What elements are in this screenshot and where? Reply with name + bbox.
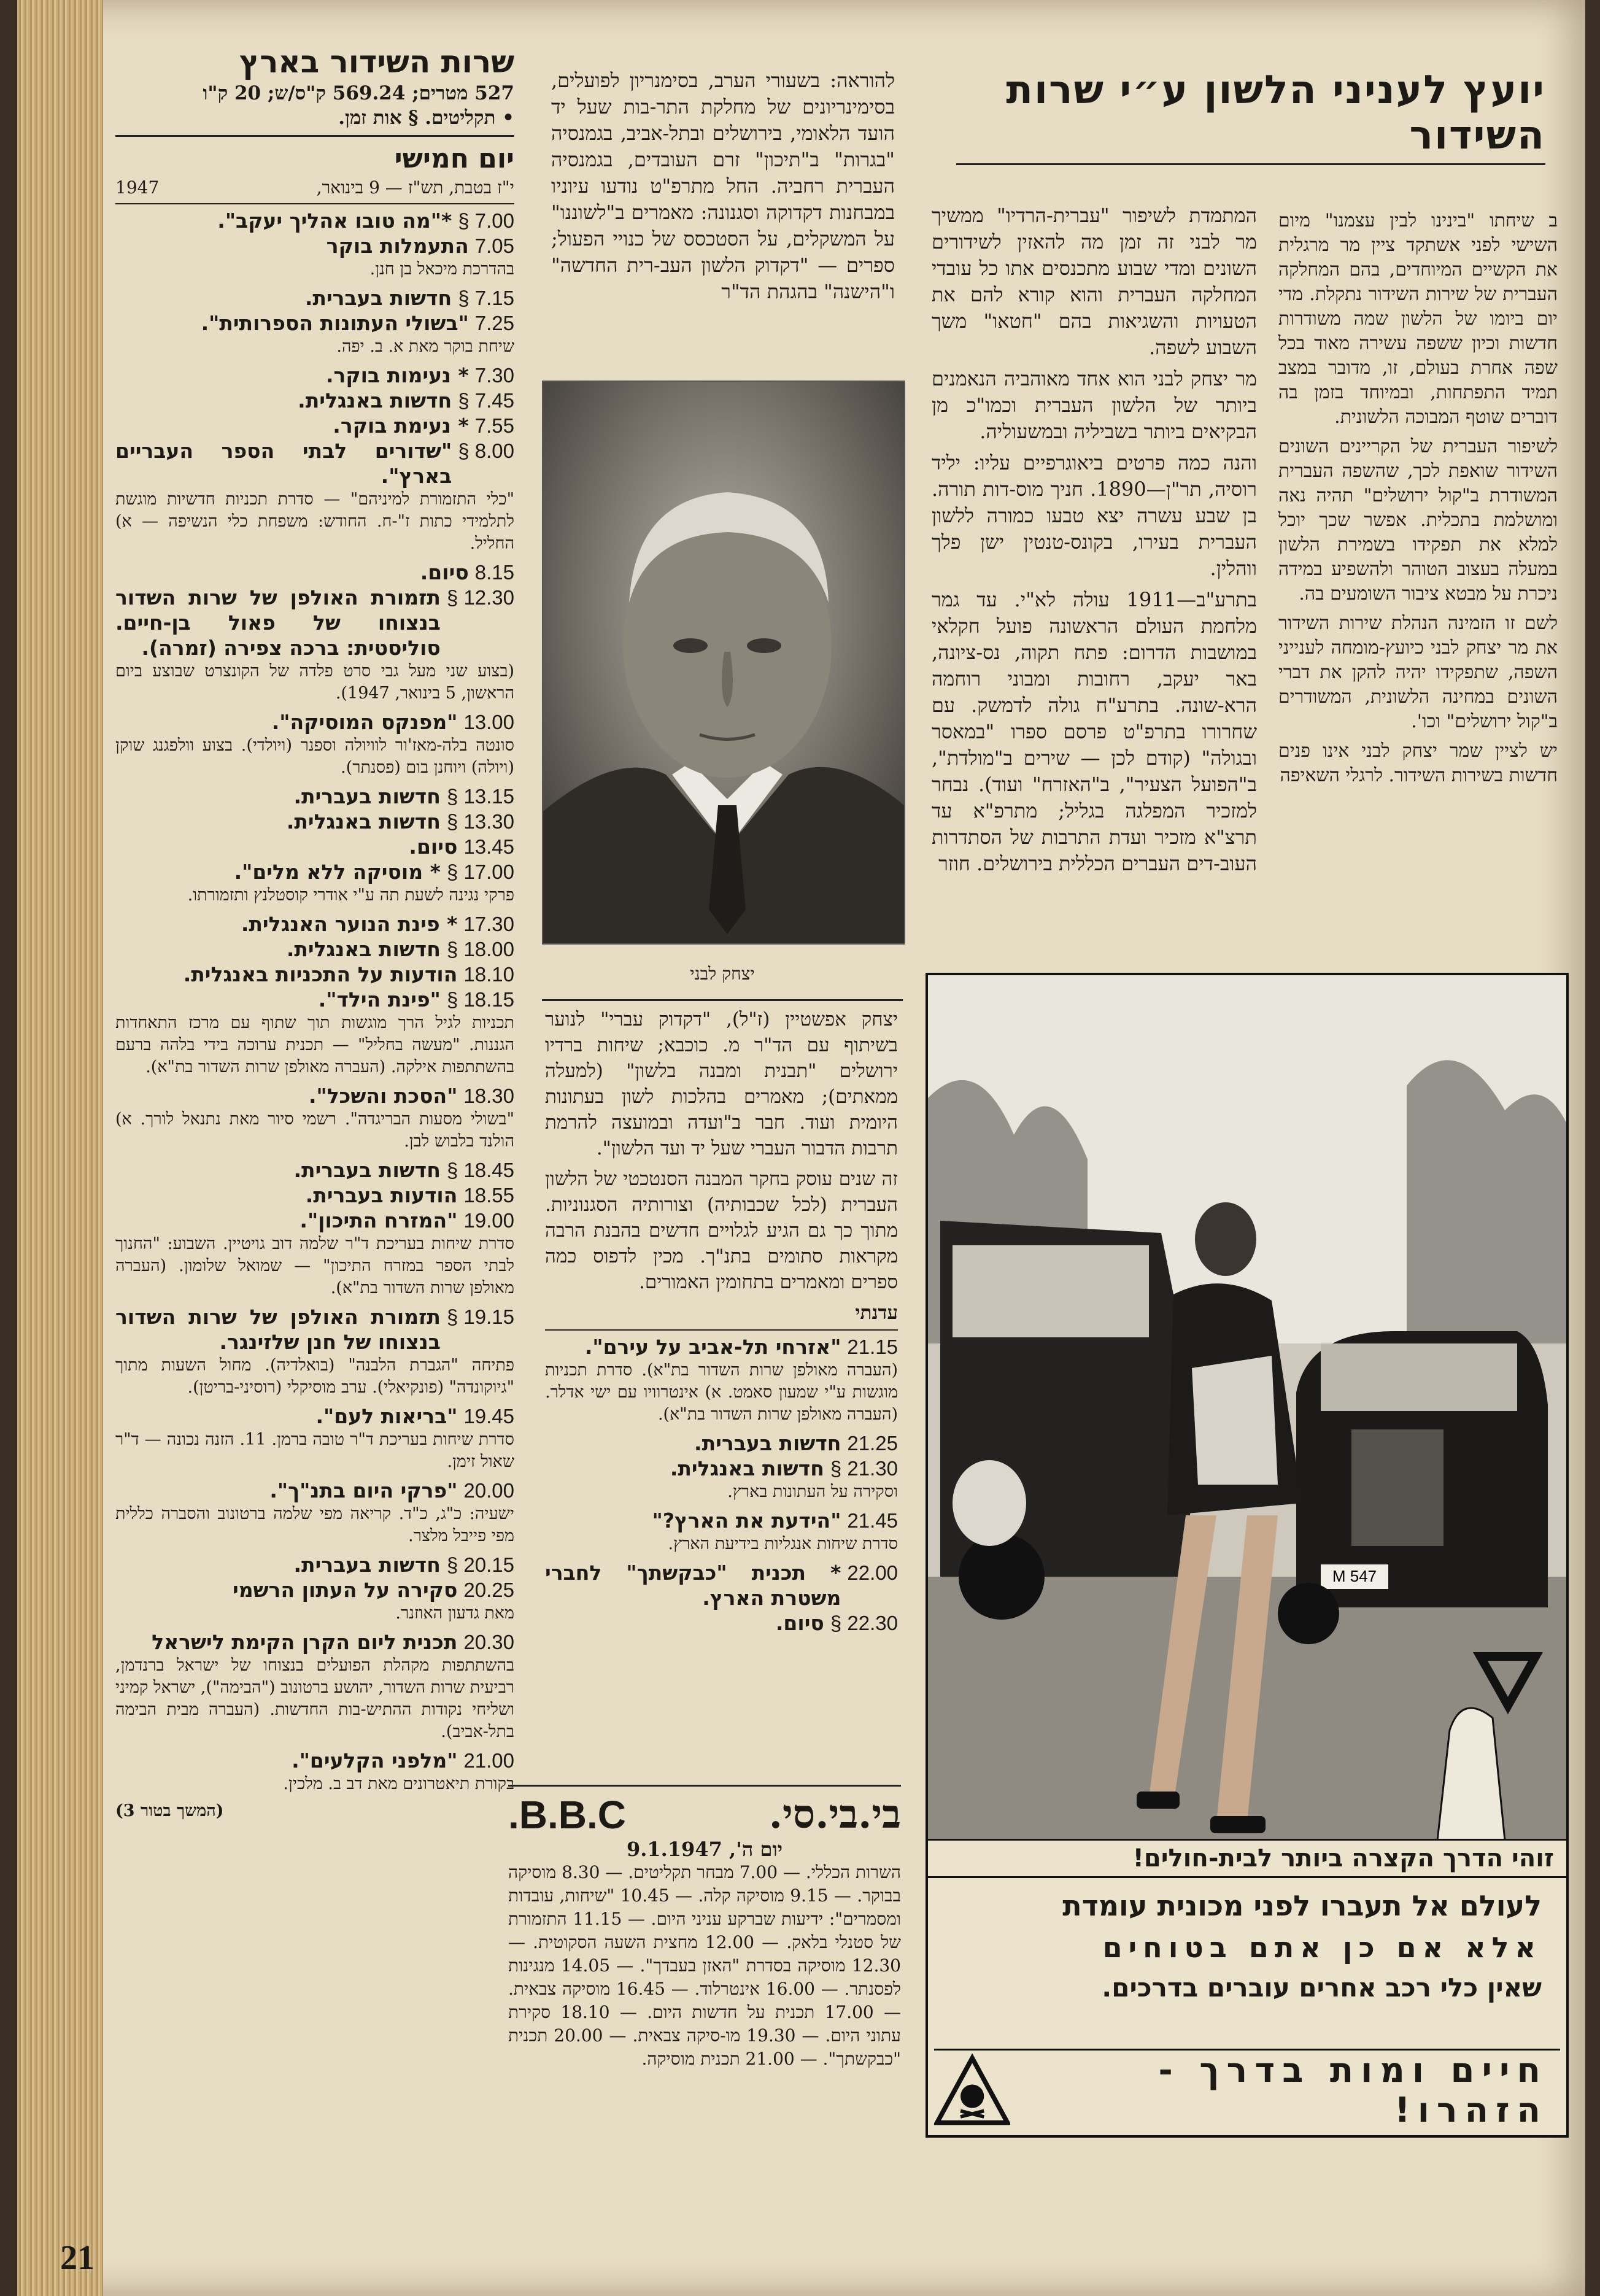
portrait-photo [542,381,905,945]
schedule-item [115,784,514,809]
article-paragraph: ב שיחתו "בינינו לבין עצמנו" מיום השישי לפני אשתקד ציין מר מרגלית את הקשיים המיוחדים, בהם המחלקה העברית של שירות השידור נתקלת. מדי יום ביומו של הלשון שמה משודרות חדשות וכיון ששפה עשירה מאוד בכל שפה אחרת בעולם, זו, מדובר במצב תמיד התפתחות, ובמיוחד בזמן בה דוברים שוטף המבוכה הלשונית. [1278,210,1558,428]
ad-headline: זוהי הדרך הקצרה ביותר לבית-חולים! [928,1841,1566,1878]
book-spine [17,0,103,2296]
schedule-item-description: (העברה מאולפן שרות השדור בת"א). סדרת תכניות מוגשות ע"י שמעון סאמט. א) אינטרוויו עם ישי אדלר. (העברה מאולפן שרות השדור בת"א). [545,1361,898,1424]
schedule-item-title: "הסכת והשכל". [308,1084,458,1108]
schedule-item-time: 19.15 § [446,1305,514,1328]
article-paragraph: והנה כמה פרטים ביאוגרפיים עליו: יליד רוסיה, תר"ן—1890. חניך מוס-דות תורה. בן שבע עשרה יצא טבעו כמורה ללשון העברית בעירו, בקונס-טנטין ישן פלך ווהלין. [932,451,1258,580]
road-safety-ad [926,973,1569,2138]
schedule-item-description: פרקי נגינה לשעת תה ע"י אודרי קוסטלנץ ותזמורתו. [187,886,514,905]
schedule-item-time: 7.45 § [458,389,514,412]
schedule-item [545,1560,898,1610]
schedule-item-time: 20.00 [463,1479,514,1502]
schedule-item-description: "כלי התזמורת למיניהם" — סדרת תכניות חדשיות מוגשת לתלמידי כתות ז"-ח. החודש: משפחת כלי הנשיפה — א) החליל. [115,490,514,553]
schedule-item-title: "פרקי היום בתנ"ך". [269,1478,458,1502]
schedule-item-time: 18.30 [463,1084,514,1107]
schedule-list [115,208,514,1795]
schedule-item-time: 17.00 § [446,860,514,883]
ad-text-block [928,1839,1566,2135]
schedule-item [115,1629,514,1655]
schedule-item-title: חדשות בעברית. [293,784,441,808]
schedule-item-time: 18.55 [463,1184,514,1207]
schedule-item-time: 7.55 [474,414,514,437]
article-paragraph: זה שנים עוסק בחקר המבנה הסנטכטי של הלשון העברית (לכל שכבותיה) וצורותיה הסגנוניות. מתוך כך גם הגיע לגלויים חדשים בהבנת הרבה מקראות סתומים בתנ"ך. מכין לדפוס כמה ספרים ומאמרים בתחומין האמורים. [545,1168,898,1293]
schedule-item-title: "בשולי העתונות הספרותית". [201,311,469,335]
schedule-item-description: בהדרכת מיכאל בן חנן. [369,260,514,279]
schedule-item [115,311,514,336]
schedule-item-time: 13.30 § [446,810,514,833]
schedule-item [115,834,514,859]
schedule-item-title: חדשות בעברית. [304,286,452,310]
schedule-item-title: חדשות באנגלית. [298,388,452,412]
bbc-day: יום ה', 9.1.1947 [626,1838,783,1861]
schedule-item [115,962,514,987]
schedule-item-time: 18.00 § [446,938,514,961]
article-paragraph: בתרע"ב—1911 עולה לא"י. עד גמר מלחמת העולם הראשונה פועל חקלאי במושבות הדרום: פתח תקוה, נס-ציונה, באר יעקב, רחובות ומבוני רוחמה הרא-שונה. בתרע"ח גולה לדמשק. עם שחרורו בתרפ"ט פרסם ספרו "במאסר ובגולה" (קודם לכן — שירים ב"מולדת", ב"הפועל הצעיר", ב"האזרח" ועוד). נבחר למזכיר המפלגה בגליל; מתרפ"א עד תרצ"א מזכיר ועדת התרבות של הסתדרות העוב-דים העברים הכללית בירושלים. חוזר [932,588,1257,875]
schedule-item-time: 8.00 § [458,439,514,462]
schedule-date: י"ז בטבת, תש"ז — 9 בינואר, 1947 [115,177,514,198]
schedule-item [115,438,514,489]
schedule-title: שרות השידור בארץ [239,44,514,80]
schedule-item-title: חדשות בעברית. [694,1431,841,1455]
schedule-item [115,208,514,233]
schedule-item [115,987,514,1012]
schedule-item-time: 7.05 [474,234,514,257]
schedule-item-title: חדשות באנגלית. [670,1456,824,1480]
article-headline: יועץ לעניני הלשון ע״י שרות השידור [1006,68,1545,158]
schedule-item [115,911,514,937]
schedule-item-time: 21.30 § [830,1457,898,1480]
schedule-item-title: *"מה טובו אהליך יעקב". [217,209,452,233]
schedule-item-description: סונטה בלה-מאז'ור לוויולה וספנר (ויולדי). בצוע וולפגנג שוקן (ויולה) ויוחנן בום (פסנתר). [115,736,514,777]
schedule-item-description: שיחת בוקר מאת א. ב. יפה. [336,337,514,356]
schedule-item-time: 17.30 [463,913,514,935]
schedule-item-time: 18.45 § [446,1159,514,1181]
bbc-title-latin: B.B.C. [508,1792,626,1837]
schedule-item-title: תזמורת האולפן של שרות השדור בנצוחו של חנן שלזינגר. [115,1305,441,1354]
schedule-item [115,809,514,834]
page-number: 21 [60,2239,95,2277]
article-paragraph: המתמדת לשיפור "עברית-הרדיו" ממשיך מר לבני זה זמן מה להאזין לשידורים השונים ומדי שבוע מתכנסים אתו כל עובדי המחלקה העברית והוא קורא להם את הטעויות והשגיאות בהם "חטאו" משך השבוע לשפה. [932,204,1257,359]
article-column-left-lower [545,1007,898,1636]
schedule-frequency: 527 מטרים; 569.24 ק"ס/ש; 20 ק"ו [203,82,514,104]
schedule-item [115,1748,514,1773]
schedule-item [115,585,514,660]
schedule-item-title: * מוסיקה ללא מלים". [234,860,441,884]
schedule-item-description: "בשולי מסעות הבריגדה". רשמי סיור מאת נתנאל לורך. א) הולנד בלבוש לבן. [115,1110,514,1151]
schedule-item-time: 13.45 [463,835,514,858]
schedule-item [115,1577,514,1602]
schedule-item [115,363,514,388]
schedule-item-time: 13.15 § [446,785,514,808]
schedule-item [115,937,514,962]
schedule-item-description: מאת גדעון האוזנר. [395,1604,514,1623]
schedule-item [115,1478,514,1503]
ad-text-line: לעולם אל תעברו לפני מכונית עומדת [1062,1889,1542,1922]
schedule-item-title: "מלפני הקלעים". [292,1749,458,1772]
schedule-item-title: "המזרח התיכון". [300,1208,458,1232]
schedule-item-description: בהשתתפות מקהלת הפועלים בנצוחו של ישראל ברנדמן, רביעית שרות השדור, יהושע ברטונוב ("הבימה"), ישראל קמיני ושליחי נקודות ההתיש-בות החדשות. (העברה מבית הבימה בתל-אביב). [115,1656,514,1741]
schedule-item-title: * נעימת בוקר. [333,414,469,438]
schedule-item-title: תכנית ליום הקרן הקימת לישראל [152,1630,458,1654]
schedule-item-title: "אזרחי תל-אביב על עירם". [584,1335,841,1359]
schedule-item-description: סדרת שיחות בעריכת ד"ר טובה ברמן. 11. הזנה נכונה — ד"ר שאול זימן. [115,1430,514,1471]
photo-caption: יצחק לבני [690,964,755,984]
article-column-right [1278,209,1558,793]
schedule-item [545,1334,898,1359]
schedule-item [115,388,514,413]
schedule-item-title: סיום. [409,835,458,859]
article-paragraph: מר יצחק לבני הוא אחד מאוהביה הנאמנים ביותר של הלשון העברית וכמו"כ מן הבקיאים ביותר בשביליה ובמשעוליה. [932,367,1257,443]
schedule-item-title: הודעות בעברית. [305,1183,458,1207]
schedule-item [115,560,514,585]
schedule-item [115,1208,514,1233]
schedule-item-title: חדשות באנגלית. [286,810,441,833]
schedule-item [115,413,514,438]
schedule-item-title: הודעות על התכניות באנגלית. [183,962,458,986]
schedule-item-title: "הידעת את הארץ?" [652,1509,841,1533]
newspaper-page [17,0,1585,2296]
schedule-item-description: תכניות לגיל הרך מוגשות תוך שתוף עם מרכז התאחדות הגננות. "מעשה בחליל" — תכנית ערוכה בידי בלהה ברעם בהשתתפות אילקה. (העברה מאולפן שרות השדור בת"א). [115,1013,514,1076]
schedule-item [115,1183,514,1208]
article-headline-block [956,68,1545,170]
schedule-item-time: 20.25 [463,1579,514,1601]
article-paragraph: יצחק אפשטיין (ז"ל), "דקדוק עברי" לנוער בשיתוף עם הד"ר מ. כוכבא; שיחות ברדיו ירושלים "תבנית ומבנה בלשון" (למעלה ממאתים); מאמרים בהלכות לשון בעתונות היומית ועוד. חבר ב"ועדה ובמועצה להרמת תרבות הדבור העברי שעל יד ועד הלשון". [545,1008,898,1159]
parked-car-left [940,1221,1192,1620]
schedule-item-time: 20.30 [463,1631,514,1653]
schedule-item-title: התעמלות בוקר [326,234,469,258]
schedule-item-time: 7.30 [474,364,514,387]
schedule-item-title: * נעימות בוקר. [325,363,469,387]
schedule-item-time: 7.25 [474,312,514,334]
schedule-item-time: 19.00 [463,1209,514,1232]
bbc-schedule [508,1780,901,2073]
schedule-continued-list [545,1334,898,1636]
parked-car-right [1278,1331,1548,1644]
ad-text-line: שאין כלי רכב אחרים עוברים בדרכים. [1102,1973,1542,2003]
schedule-item-title: סיום. [420,560,469,584]
schedule-item-description: פתיחה "הגברת הלבנה" (בואלדיה). מחול השעות מתוך "גיוקונדה" (פונקיאלי). ערב מוסיקלי (רוסיני-בריטן). [115,1356,514,1397]
schedule-item-time: 20.15 § [446,1553,514,1576]
schedule-item-time: 21.25 [847,1432,898,1455]
schedule-item-description: סדרת שיחות בעריכת ד"ר שלמה דוב גויטיין. השבוע: "החנוך לבתי הספר במזרח התיכון" — שמואל שלומון. (העברה מאולפן שרות השדור בת"א). [115,1234,514,1297]
article-paragraph: לשיפור העברית של הקריינים השונים השידור שואפת לכך, שהשפה העברית המשודרת ב"קול ירושלים" תהיה נאה ומושלמת בתכלית. אפשר שכך יוכל למלא את תפקידו בשמירת הלשון במעלה בעצוב הטוהר ולהשפיע במידה ניכרת על מבטא ציבור השומעים בה. [1278,436,1558,605]
schedule-item-time: 8.15 [474,561,514,584]
schedule-item-title: "מפנקס המוסיקה". [271,710,458,734]
schedule-item-title: "שדורים לבתי הספר העבריים בארץ". [115,439,452,488]
schedule-item [115,1158,514,1183]
schedule-item-title: סקירה על העתון הרשמי [233,1578,458,1602]
article-signature: עדנתי [855,1302,898,1324]
schedule-legend: • תקליטים. § אות זמן. [338,107,514,129]
schedule-item-title: * פינת הנוער האנגלית. [241,912,458,936]
schedule-item-time: 22.00 [847,1561,898,1584]
bbc-text: השרות הכללי. — 7.00 מבחר תקליטים. — 8.30 מוסיקה בבוקר. — 9.15 מוסיקה קלה. — 10.45 "שיחות, עובדות ומסמרים": ידיעות שברקע עניני היום. — 11.15 התזמורת של סטנלי בלאק. — 12.00 מחצית השעה הסקוטית. — 12.30 מוסיקה בסדרת "האזן בעבדך". — 14.05 מנגינות לפסנתר. — 16.00 אינטרלוד. — 16.45 מוסיקה צבאית. — 17.00 תכנית על חדשות היום. — 18.10 סקירת עתוני היום. — 19.30 מו-סיקה צבאית. — 20.00 תכנית "כבקשתך". — 21.00 תכנית מוסיקה. [508,1862,902,2069]
schedule-item [115,709,514,735]
schedule-item [115,1304,514,1355]
schedule-item-time: 18.10 [463,963,514,986]
schedule-item [545,1431,898,1456]
continued-note: (המשך בטור 3) [115,1801,224,1820]
bbc-header [508,1792,901,1838]
article-paragraph: לשם זו הזמינה הנהלת שירות השידור את מר יצחק לבני כיועץ-מומחה לענייני השפה, שתפקידו יהיה להקן את דברי השונים במחינה הלשונית, המשודרים ב"קול ירושלים" וכו'. [1278,613,1558,732]
article-paragraph: יש לציין שמר יצחק לבני אינו פנים חדשות בשירות השידור. לרגלי השאיפה [1278,740,1558,786]
schedule-item-title: סיום. [775,1611,824,1635]
schedule-day: יום חמישי [394,143,514,174]
schedule-item-description: וסקירה על העתונות בארץ. [727,1482,898,1501]
radio-schedule-column [115,43,514,1825]
schedule-item-description: (בצוע שני מעל גבי סרט פלדה של הקונצרט שבוצע ביום הראשון, 5 בינואר, 1947). [115,662,514,703]
article-paragraph: להוראה: בשעורי הערב, בסימנריון לפועלים, בסימינריונים של מחלקת התר-בות שעל יד הועד הלאומי, בירושלים ובתל-אביב, בגמנסיה "בגרות" ב"תיכון" זרם העובדים, בגמנסיה העברית רחביה. החל מתרפ"ט נודעו עיוניו במבחנות דקדוקה וסגנונה: מאמרים ב"לשוננו" על המשקלים, על הסטכסס של כנויי הפעול; ספרים — "דקדוק הלשון העב-רית החדשה" ו"הישנה" בהגהת הד"ר [551,69,895,303]
schedule-item-time: 22.30 § [830,1612,898,1634]
schedule-item-title: * תכנית "כבקשתך" לחברי משטרת הארץ. [545,1561,841,1610]
schedule-item-time: 21.15 [847,1335,898,1358]
schedule-item [545,1610,898,1636]
schedule-item [115,1083,514,1108]
schedule-item-time: 21.00 [463,1749,514,1772]
schedule-item [545,1508,898,1533]
license-plate: M 547 [1332,1567,1377,1585]
article-column-left [551,68,895,310]
schedule-item-description: ישעיה: כ"ג, כ"ד. קריאה מפי שלמה ברטונוב והסברה כללית מפי פייבל מלצר. [115,1504,514,1545]
schedule-item-title: חדשות בעברית. [293,1553,441,1577]
ad-footer: חיים ומות בדרך - הזהרו! [1158,2051,1548,2130]
schedule-item-description: בקורת תיאטרונים מאת דב ב. מלכין. [283,1774,514,1793]
schedule-item [115,1404,514,1429]
schedule-item [545,1456,898,1481]
article-column-middle [932,203,1257,882]
schedule-item [115,1552,514,1577]
schedule-item-time: 7.00 § [458,209,514,232]
schedule-item-time: 21.45 [847,1509,898,1532]
schedule-item-title: "בריאות לעם". [315,1404,458,1428]
schedule-item-time: 19.45 [463,1405,514,1428]
skull-warning-icon [934,2054,1010,2127]
schedule-item-title: "פינת הילד". [318,988,441,1011]
schedule-item-time: 12.30 § [446,586,514,609]
schedule-item [115,285,514,311]
bbc-title-hebrew: בי.בי.סי. [768,1792,901,1838]
schedule-item-time: 7.15 § [458,287,514,309]
schedule-item [115,233,514,258]
schedule-item-title: חדשות באנגלית. [286,937,441,961]
schedule-item [115,859,514,884]
schedule-item-title: חדשות בעברית. [293,1158,441,1182]
schedule-item-title: תזמורת האולפן של שרות השדור בנצוחו של פאול בן-חיים. סוליסטית: ברכה צפירה (זמרה). [115,586,441,660]
schedule-item-description: סדרת שיחות אנגליות בידיעת הארץ. [668,1534,898,1553]
ad-photo [928,975,1566,1841]
ad-text-line: אלא אם כן אתם בטוחים [1102,1931,1542,1964]
schedule-item-time: 13.00 [463,711,514,733]
schedule-item-time: 18.15 § [446,988,514,1011]
